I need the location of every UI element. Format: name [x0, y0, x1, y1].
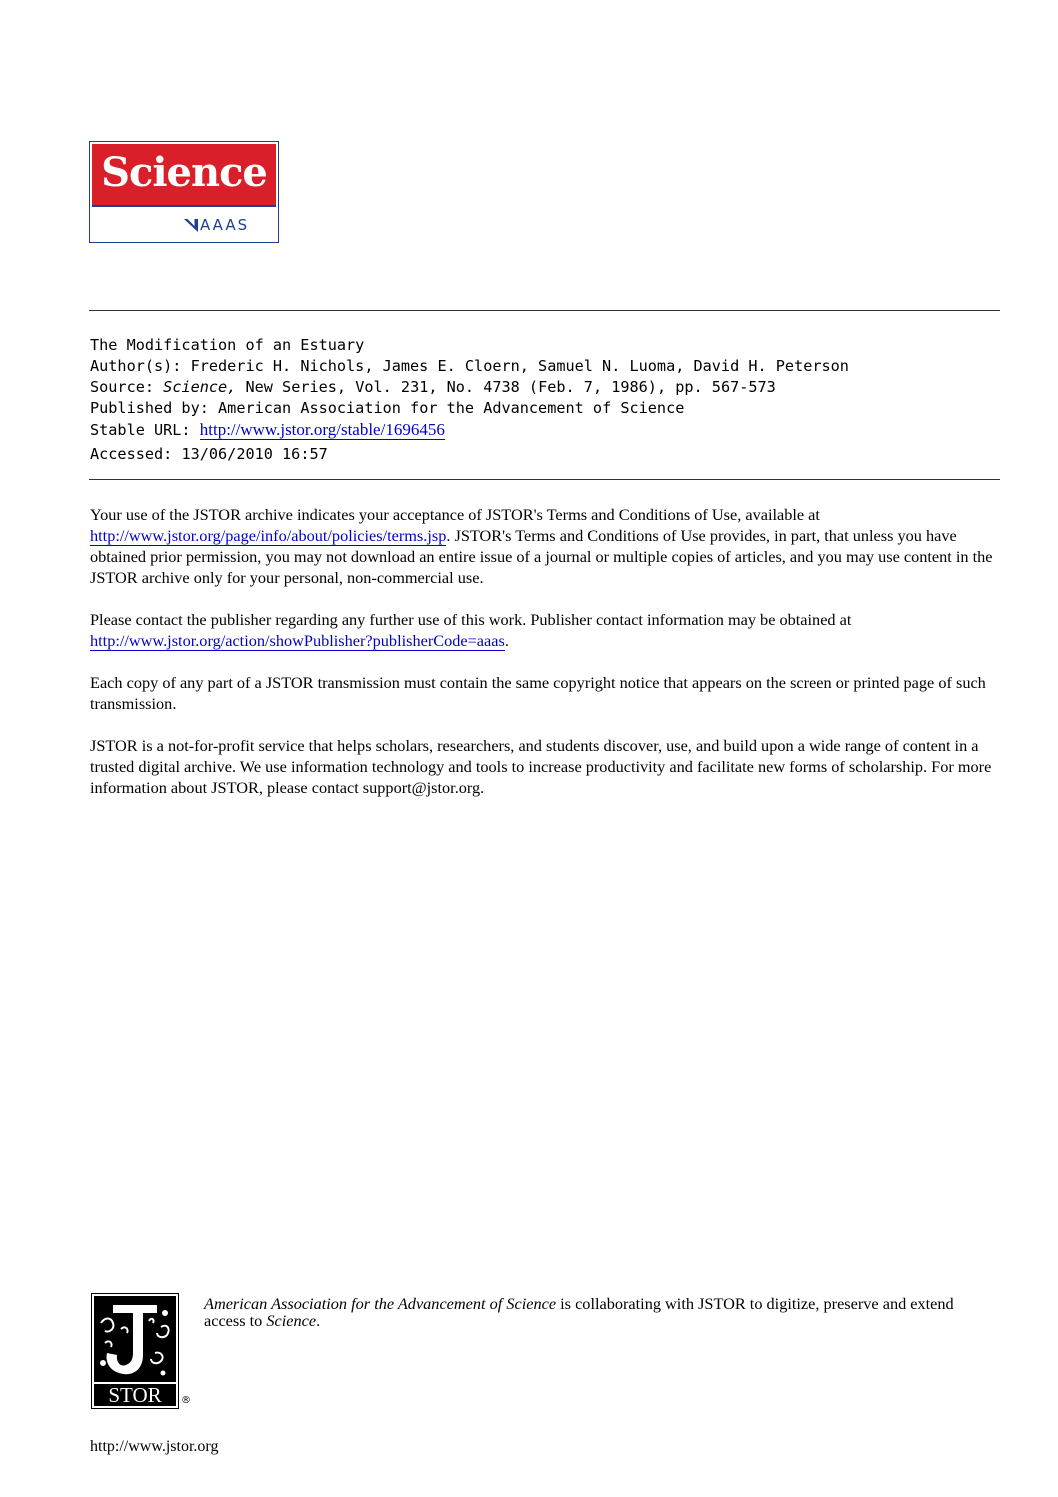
publisher-line [90, 398, 995, 419]
jstor-logo-text: STOR [108, 1383, 162, 1407]
stable-url-line [90, 419, 995, 440]
aaas-mark-icon [184, 219, 198, 232]
publisher-label: Published by: [90, 399, 209, 417]
divider-bottom [89, 479, 1000, 480]
logo-brand-word: Science [101, 149, 267, 196]
logo-red-band [92, 144, 276, 207]
terms-paragraph [90, 504, 1000, 588]
terms-text-continued: . JSTOR's Terms and Conditions of Use provides, in part, that unless you have obtained prior permission, you may not download an entire issue of a journal or multiple copies of articles, and you may use content in the JSTOR archive only for your personal, non-commercial use. [90, 526, 993, 587]
terms-section [90, 504, 1000, 819]
logo-white-band [92, 208, 276, 240]
about-jstor-paragraph: JSTOR is a not-for-profit service that helps scholars, researchers, and students discover, use, and build upon a wide range of content in a trusted digital archive. We use information technology and tools to increase productivity and facilitate new forms of scholarship. For more information about JSTOR, please contact support@jstor.org. [90, 736, 992, 797]
registered-mark: ® [181, 1395, 191, 1406]
journal-name: Science [266, 1311, 317, 1330]
publisher-value: American Association for the Advancement of Science [218, 399, 685, 417]
collaboration-text: is collaborating with JSTOR to digitize, preserve and extend access to [204, 1294, 954, 1330]
copyright-paragraph: Each copy of any part of a JSTOR transmission must contain the same copyright notice that appears on the screen or printed page of such transmission. [90, 673, 986, 713]
publisher-contact-period: . [504, 631, 509, 650]
science-aaas-logo [89, 141, 279, 243]
source-line [90, 377, 995, 398]
publisher-contact-text: Please contact the publisher regarding any further use of this work. Publisher contact information may be obtained at [90, 610, 852, 629]
accessed-value: 13/06/2010 16:57 [181, 445, 328, 463]
jstor-logo [91, 1293, 179, 1409]
terms-link[interactable]: http://www.jstor.org/page/info/about/policies/terms.jsp [90, 526, 447, 545]
source-journal: Science, [163, 378, 237, 396]
source-details: New Series, Vol. 231, No. 4738 (Feb. 7, 1986), pp. 567-573 [245, 378, 776, 396]
article-title: The Modification of an Estuary [90, 336, 365, 354]
stable-url-link[interactable]: http://www.jstor.org/stable/1696456 [199, 420, 445, 439]
collaboration-period: . [316, 1311, 321, 1330]
collaboration-note [204, 1295, 994, 1329]
publisher-contact-paragraph [90, 609, 1000, 651]
terms-text: Your use of the JSTOR archive indicates your acceptance of JSTOR's Terms and Conditions of Use, available at [90, 505, 820, 524]
divider-top [89, 310, 1000, 311]
citation-block [90, 335, 995, 465]
jstor-url: http://www.jstor.org [90, 1438, 219, 1455]
accessed-label: Accessed: [90, 445, 173, 463]
authors-label: Author(s): [90, 357, 182, 375]
accessed-line [90, 444, 995, 465]
stable-url-label: Stable URL: [90, 421, 191, 439]
publisher-contact-link[interactable]: http://www.jstor.org/action/showPublisher?publisherCode=aaas [90, 631, 505, 650]
authors-value: Frederic H. Nichols, James E. Cloern, Samuel N. Luoma, David H. Peterson [190, 357, 849, 375]
source-label: Source: [90, 378, 155, 396]
org-name: American Association for the Advancement of Science [204, 1294, 557, 1313]
authors-line [90, 356, 995, 377]
logo-org-word: AAAS [200, 216, 250, 234]
